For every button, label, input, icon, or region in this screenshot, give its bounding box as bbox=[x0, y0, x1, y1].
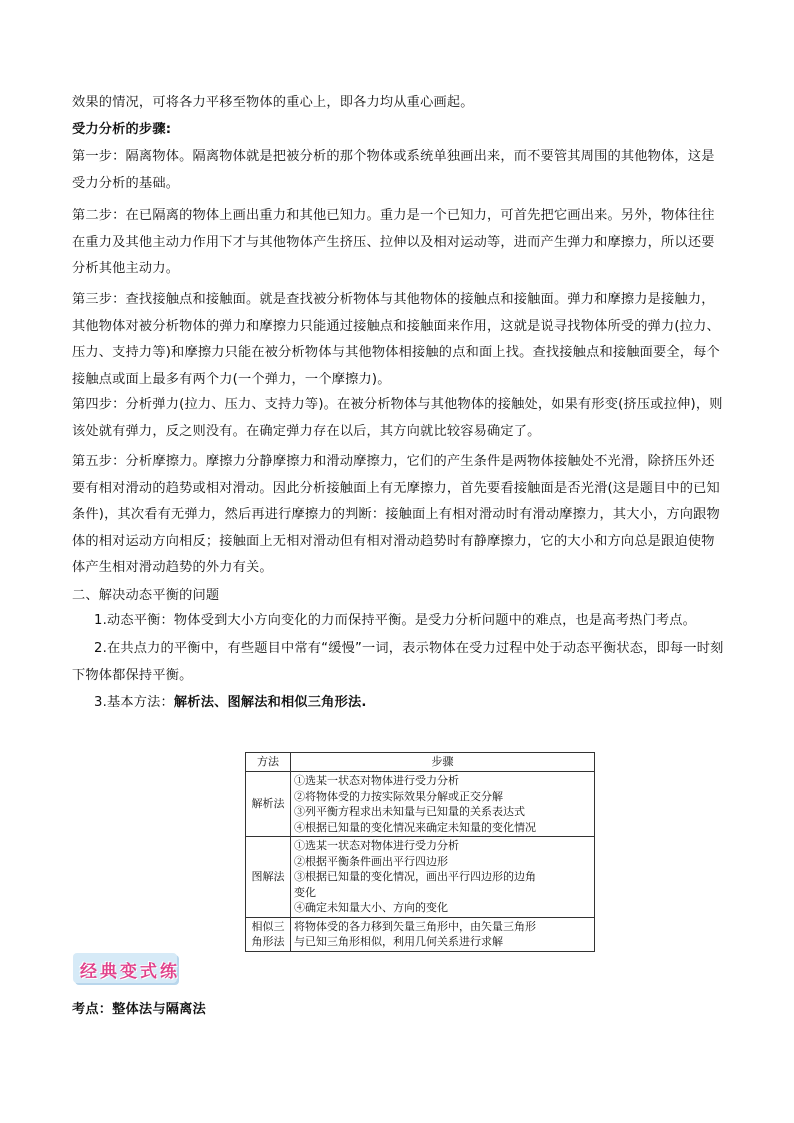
table-row-graphic bbox=[246, 837, 595, 918]
section-2-title: 二、解决动态平衡的问题 bbox=[72, 588, 220, 603]
similar-step-2: 与已知三角形相似，利用几何关系进行求解 bbox=[294, 935, 503, 948]
analytic-step-3: ③列平衡方程求出未知量与已知量的关系表达式 bbox=[294, 805, 525, 818]
table-row-similar bbox=[246, 917, 595, 951]
graphic-step-3-cont: 变化 bbox=[294, 885, 316, 899]
graphic-step-1: ①选某一状态对物体进行受力分析 bbox=[294, 839, 459, 852]
method-steps-analytic bbox=[291, 772, 595, 837]
step-1-paragraph: 第一步：隔离物体。隔离物体就是把被分析的那个物体或系统单独画出来，而不要管其周围的其他物体，这是受力分析的基础。 bbox=[72, 149, 715, 191]
analytic-step-2: ②将物体受的力按实际效果分解或正交分解 bbox=[294, 789, 503, 803]
methods-table bbox=[245, 752, 595, 952]
method-steps-similar-triangle bbox=[291, 917, 595, 951]
graphic-step-3: ③根据已知量的变化情况，画出平行四边形的边角 bbox=[294, 870, 536, 883]
header-method: 方法 bbox=[246, 753, 291, 772]
method-name-graphic: 图解法 bbox=[246, 837, 291, 918]
basic-methods-list: 解析法、图解法和相似三角形法. bbox=[173, 695, 367, 710]
method-name-similar-triangle bbox=[246, 917, 291, 951]
step-4-paragraph: 第四步：分析弹力(拉力、压力、支持力等)。在被分析物体与其他物体的接触处，如果有形变(挤压或拉伸)，则该处就有弹力，反之则没有。在确定弹力存在以后，其方向就比较容易确定了。 bbox=[72, 397, 723, 439]
similar-step-1: 将物体受的各力移到矢量三角形中，由矢量三角形 bbox=[294, 919, 536, 933]
similar-name-line-2: 角形法 bbox=[251, 935, 285, 948]
classic-variant-practice-badge: 经典变式练 bbox=[80, 962, 180, 982]
section-2-point-3 bbox=[72, 690, 724, 717]
analytic-step-1: ①选某一状态对物体进行受力分析 bbox=[294, 774, 459, 787]
similar-name-line-1: 相似三 bbox=[251, 919, 285, 933]
intro-tail-paragraph: 效果的情况，可将各力平移至物体的重心上，即各力均从重心画起。 bbox=[72, 95, 474, 110]
basic-methods-label: 3.基本方法： bbox=[94, 695, 174, 710]
graphic-step-2: ②根据平衡条件画出平行四边形 bbox=[294, 854, 448, 868]
analytic-step-4: ④根据已知量的变化情况来确定未知量的变化情况 bbox=[294, 820, 536, 834]
graphic-step-4: ④确定未知量大小、方向的变化 bbox=[294, 901, 448, 914]
section-2-point-1: 1.动态平衡：物体受到大小方向变化的力而保持平衡。是受力分析问题中的难点，也是高考热门考点。 bbox=[94, 613, 697, 628]
step-5-paragraph: 第五步：分析摩擦力。摩擦力分静摩擦力和滑动摩擦力，它们的产生条件是两物体接触处不光滑，除挤压外还要有相对滑动的趋势或相对滑动。因此分析接触面上有无摩擦力，首先要看接触面是否光滑(这是题目中的已知条件)，其次看有无弹力，然后再进行摩擦力的判断：接触面上有相对滑动时有滑动摩擦力，其大小，方向跟物体的相对运动方向相反；接触面上无相对滑动但有相对滑动趋势时有静摩擦力，它的大小和方向总是跟迫使物体产生相对滑动趋势的外力有关。 bbox=[72, 454, 720, 575]
method-steps-graphic bbox=[291, 837, 595, 918]
step-2-paragraph: 第二步：在已隔离的物体上画出重力和其他已知力。重力是一个已知力，可首先把它画出来。另外，物体往往在重力及其他主动力作用下才与其他物体产生挤压、拉伸以及相对运动等，进而产生弹力和摩擦力，所以还要分析其他主动力。 bbox=[72, 208, 715, 276]
step-3-paragraph: 第三步：查找接触点和接触面。就是查找被分析物体与其他物体的接触点和接触面。弹力和摩擦力是接触力，其他物体对被分析物体的弹力和摩擦力只能通过接触点和接触面来作用，这就是说寻找物体所受的弹力(拉力、压力、支持力等)和摩擦力只能在被分析物体与其他物体相接触的点和面上找。查找接触点和接触面要全，每个接触点或面上最多有两个力(一个弹力，一个摩擦力)。 bbox=[72, 292, 720, 387]
method-name-analytic: 解析法 bbox=[246, 772, 291, 837]
topic-heading: 考点：整体法与隔离法 bbox=[72, 1002, 206, 1017]
section-2-point-2: 2.在共点力的平衡中，有些题目中常有“缓慢”一词，表示物体在受力过程中处于动态平衡状态，即每一时刻下物体都保持平衡。 bbox=[72, 641, 724, 683]
table-header-row bbox=[246, 753, 595, 772]
steps-heading: 受力分析的步骤: bbox=[72, 122, 172, 137]
header-steps: 步骤 bbox=[291, 753, 595, 772]
table-row-analytic bbox=[246, 772, 595, 837]
